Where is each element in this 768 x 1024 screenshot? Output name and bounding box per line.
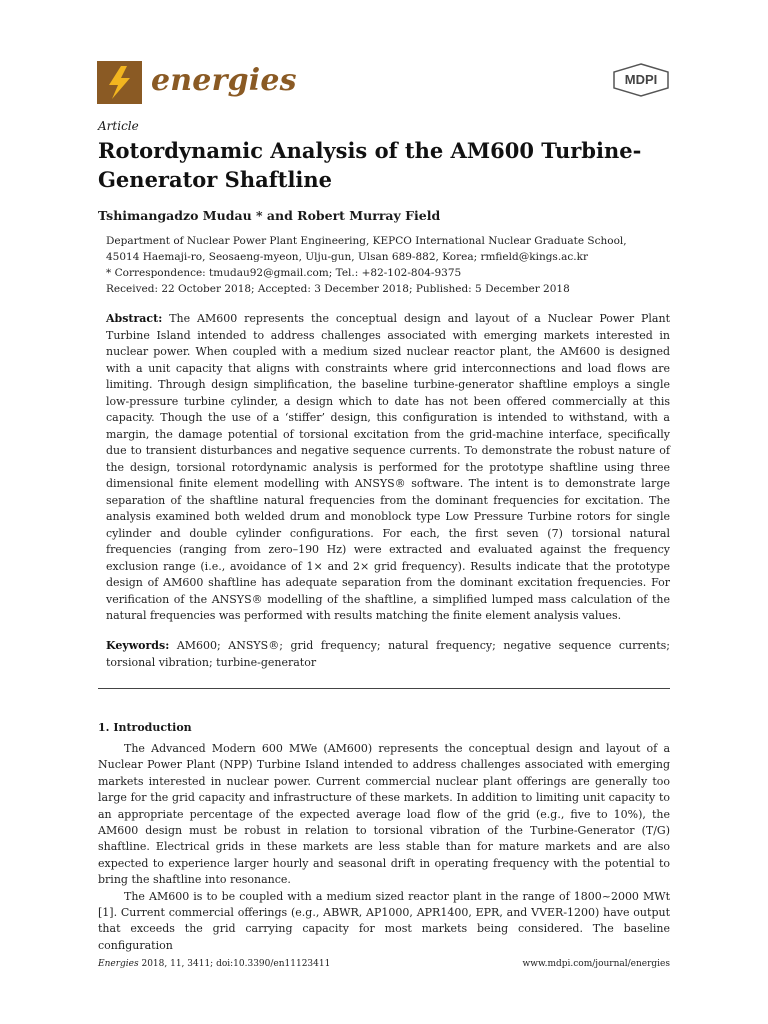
journal-logo [97, 61, 142, 104]
keywords-label: Keywords: [106, 639, 170, 652]
paragraph: The Advanced Modern 600 MWe (AM600) represents the conceptual design and layout of a Nuclear Power Plant (NPP) Turbine Island intended to address challenges associated with emerging markets interested in nuclear power. Current commercial nuclear plant offerings are generally too large for the grid capacity and infrastructure of these markets. In addition to limiting unit capacity to an appropriate percentage of the expected average load flow of the grid (e.g., five to 10%), the AM600 design must be robust in relation to torsional vibration of the Turbine-Generator (T/G) shaftline. Electrical grids in these markets are less stable than for mature markets and are also expected to experience larger hourly and seasonal drift in operating frequency with the potential to bring the shaftline into resonance. [98, 742, 670, 887]
footer-citation [98, 959, 330, 969]
abstract [106, 311, 670, 625]
keywords [106, 638, 670, 671]
affiliation [106, 233, 666, 281]
footer-citation-details: 2018, 11, 3411; doi:10.3390/en11123411 [141, 959, 331, 969]
publication-dates: Received: 22 October 2018; Accepted: 3 December 2018; Published: 5 December 2018 [106, 283, 570, 295]
section-body [98, 741, 670, 954]
journal-name: energies [151, 63, 297, 98]
article-type: Article [98, 119, 139, 133]
page-title: Rotordynamic Analysis of the AM600 Turbine-Generator Shaftline [98, 138, 642, 192]
keywords-text: AM600; ANSYS®; grid frequency; natural frequency; negative sequence currents; torsional vibration; turbine-generator [106, 639, 670, 669]
abstract-text: The AM600 represents the conceptual design and layout of a Nuclear Power Plant Turbine Island intended to address challenges associated with emerging markets interested in nuclear power. When coupled with a medium sized nuclear reactor plant, the AM600 is designed with a unit capacity that aligns with constraints where grid interconnections and load flows are limiting. Through design simplification, the baseline turbine-generator shaftline employs a single low-pressure turbine cylinder, a design which to date has not been offered commercially at this capacity. Though the use of a ‘stiffer’ design, this configuration is intended to withstand, with a margin, the damage potential of torsional excitation from the grid-machine interface, specifically due to transient disturbances and negative sequence currents. To demonstrate the robust nature of the design, torsional rotordynamic analysis is performed for the prototype shaftline using three dimensional finite element modelling with ANSYS® software. The intent is to demonstrate large separation of the shaftline natural frequencies from the dominant frequencies for excitation. The analysis examined both welded drum and monoblock type Low Pressure Turbine rotors for single cylinder and double cylinder configurations. For each, the first seven (7) torsional natural frequencies (ranging from zero–190 Hz) were extracted and evaluated against the frequency exclusion range (i.e., avoidance of 1× and 2× grid frequency). Results indicate that the prototype design of AM600 shaftline has adequate separation from the dominant excitation frequencies. For verification of the ANSYS® modelling of the shaftline, a simplified lumped mass calculation of the natural frequencies was performed with results matching the finite element analysis values. [106, 312, 670, 622]
abstract-label: Abstract: [106, 312, 163, 325]
publisher-logo [612, 63, 670, 97]
affiliation-line: 45014 Haemaji-ro, Seosaeng-myeon, Ulju-gun, Ulsan 689-882, Korea; rmfield@kings.ac.kr [106, 251, 589, 263]
footer-journal: Energies [98, 959, 139, 969]
authors: Tshimangadzo Mudau * and Robert Murray Field [98, 208, 441, 223]
divider [98, 688, 670, 689]
lightning-bolt-icon [97, 61, 142, 104]
correspondence-line: * Correspondence: tmudau92@gmail.com; Tel.: +82-102-804-9375 [106, 267, 462, 279]
section-heading: 1. Introduction [98, 721, 192, 734]
paragraph: The AM600 is to be coupled with a medium sized reactor plant in the range of 1800~2000 MWt [1]. Current commercial offerings (e.g., ABWR, AP1000, APR1400, EPR, and VVER-1200) have output that exceeds the grid carrying capacity for most markets being considered. The baseline configuration [98, 889, 670, 952]
publisher-name: MDPI [624, 72, 658, 87]
footer-url[interactable]: www.mdpi.com/journal/energies [522, 959, 670, 969]
affiliation-line: Department of Nuclear Power Plant Engineering, KEPCO International Nuclear Graduate School, [106, 235, 627, 247]
